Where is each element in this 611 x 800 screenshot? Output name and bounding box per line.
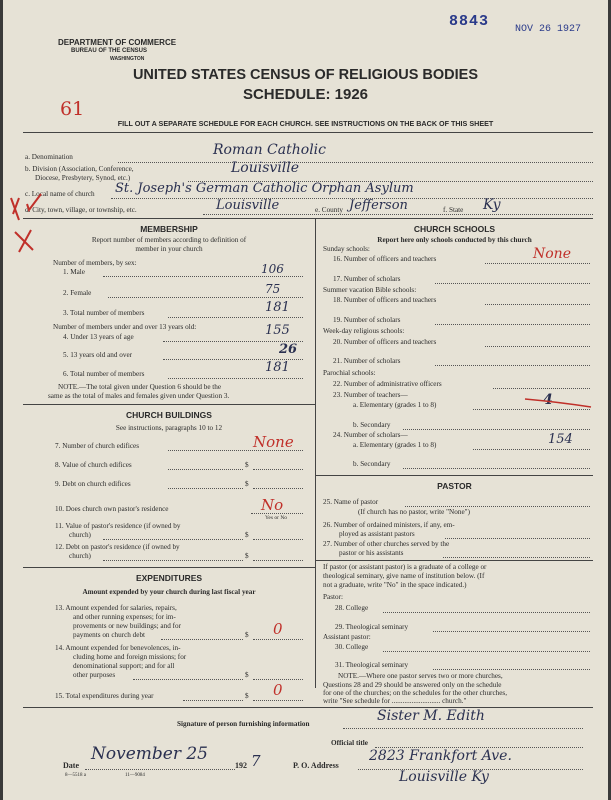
state-label: f. State — [443, 206, 464, 214]
form-number: 8—5518 a — [65, 773, 86, 778]
q25-hint: (If church has no pastor, write "None") — [358, 508, 470, 516]
membership-bottom-rule — [23, 404, 315, 405]
signature-label: Signature of person furnishing information — [177, 720, 310, 728]
schools-bottom-rule — [316, 475, 593, 476]
age-heading: Number of members under and over 13 years old: — [53, 323, 197, 331]
q23b-label: b. Secondary — [353, 421, 391, 429]
q16-line — [485, 263, 590, 264]
q26-line — [445, 538, 590, 539]
pastor-sublabel: Pastor: — [323, 593, 343, 601]
q23-label: 23. Number of teachers— — [333, 391, 408, 399]
q21-line — [435, 365, 590, 366]
q24a-label: a. Elementary (grades 1 to 8) — [353, 441, 437, 449]
q27-label: 27. Number of other churches served by the — [323, 540, 450, 548]
date-line — [85, 769, 235, 770]
q24a-line — [473, 449, 590, 450]
expenditures-heading: EXPENDITURES — [135, 573, 203, 583]
q22-line — [493, 388, 590, 389]
stamp-date: NOV 26 1927 — [515, 24, 582, 35]
q12-dollar: $ — [245, 552, 249, 560]
signature-value: Sister M. Edith — [377, 708, 485, 724]
q23b-line — [403, 429, 590, 430]
q8-label: 8. Value of church edifices — [55, 461, 132, 469]
q14-dollar: $ — [245, 671, 249, 679]
q30-label: 30. College — [335, 643, 369, 651]
q26-label-2: ployed as assistant pastors — [339, 530, 415, 538]
graduate-note-3: not a graduate, write "No" in the space indicated.) — [323, 581, 467, 589]
q30-line — [383, 651, 590, 652]
q15-line — [183, 700, 243, 701]
q7-value: None — [253, 433, 294, 451]
q14-label: 14. Amount expended for benevolences, in- — [55, 644, 181, 652]
po-address-value-2: Louisville Ky — [399, 769, 489, 785]
form-title: UNITED STATES CENSUS OF RELIGIOUS BODIES — [132, 67, 479, 83]
q3-value: 181 — [265, 300, 290, 315]
census-schedule-sheet — [3, 0, 608, 800]
q4-value: 155 — [265, 323, 290, 338]
sunday-schools-label: Sunday schools: — [323, 245, 370, 253]
q3-label: 3. Total number of members — [63, 309, 145, 317]
instruction-line: FILL OUT A SEPARATE SCHEDULE FOR EACH CHURCH. SEE INSTRUCTIONS ON THE BACK OF THIS SHEET — [117, 119, 494, 128]
membership-note-2: same as the total of males and females given under Question 3. — [48, 392, 230, 400]
membership-intro-1: Report number of members according to definition of — [91, 236, 247, 244]
q4-label: 4. Under 13 years of age — [63, 333, 134, 341]
q1-label: 1. Male — [63, 268, 85, 276]
official-title-label: Official title — [331, 739, 368, 747]
po-address-label: P. O. Address — [293, 761, 339, 770]
q22-label: 22. Number of administrative officers — [333, 380, 442, 388]
church-name-label: c. Local name of church — [25, 190, 95, 198]
year-value: 7 — [251, 752, 261, 770]
q11-line — [103, 539, 243, 540]
schools-sub: Report here only schools conducted by this church — [377, 236, 532, 244]
q11-label: 11. Value of pastor's residence (if owned by — [55, 522, 181, 530]
schedule-title: SCHEDULE: 1926 — [242, 86, 369, 103]
city-value: Louisville — [216, 198, 280, 213]
q3-line — [168, 317, 303, 318]
q27-line — [443, 557, 590, 558]
q23a-label: a. Elementary (grades 1 to 8) — [353, 401, 437, 409]
q5-label: 5. 13 years old and over — [63, 351, 133, 359]
q8-dollar: $ — [245, 461, 249, 469]
q13-dollar: $ — [245, 631, 249, 639]
q8-amount-line — [253, 469, 303, 470]
q15-dollar: $ — [245, 692, 249, 700]
state-value: Ky — [483, 197, 501, 213]
parochial-schools-label: Parochial schools: — [323, 369, 376, 377]
q13-amount-line — [253, 639, 303, 640]
q14-label-2: cluding home and foreign missions; for — [73, 653, 187, 661]
q21-label: 21. Number of scholars — [333, 357, 401, 365]
q17-line — [435, 283, 590, 284]
q27-label-2: pastor or his assistants — [339, 549, 404, 557]
q14-label-3: denominational support; and for all — [73, 662, 175, 670]
q7-label: 7. Number of church edifices — [55, 442, 140, 450]
q8-line — [168, 469, 243, 470]
q11-amount-line — [253, 539, 303, 540]
city-line — [203, 214, 593, 215]
stamp-number: 8843 — [449, 13, 490, 30]
q19-line — [435, 324, 590, 325]
assistant-sublabel: Assistant pastor: — [323, 633, 371, 641]
pastor-mid-rule — [316, 560, 593, 561]
department-label: DEPARTMENT OF COMMERCE — [58, 38, 177, 47]
footer-top-rule — [23, 707, 593, 708]
q29-line — [433, 631, 590, 632]
q11-dollar: $ — [245, 531, 249, 539]
section-top-rule — [23, 218, 593, 219]
summer-schools-label: Summer vacation Bible schools: — [323, 286, 417, 294]
bureau-label: BUREAU OF THE CENSUS — [71, 48, 148, 54]
members-by-sex-label: Number of members, by sex: — [53, 259, 137, 267]
q24b-label: b. Secondary — [353, 460, 391, 468]
weekday-schools-label: Week-day religious schools: — [323, 327, 405, 335]
margin-number: 61 — [60, 98, 85, 120]
year-prefix: 192 — [235, 761, 247, 770]
denomination-label: a. Denomination — [25, 153, 73, 161]
schools-heading: CHURCH SCHOOLS — [413, 224, 496, 234]
q20-label: 20. Number of officers and teachers — [333, 338, 437, 346]
q17-label: 17. Number of scholars — [333, 275, 401, 283]
pastor-note-3: for one of the churches; on the schedules for the other churches, — [323, 689, 508, 697]
denomination-value: Roman Catholic — [213, 142, 326, 158]
q15-label: 15. Total expenditures during year — [55, 692, 154, 700]
column-divider — [315, 218, 316, 688]
date-value: November 25 — [91, 744, 208, 764]
q16-value: None — [533, 246, 571, 262]
graduate-note-1: If pastor (or assistant pastor) is a graduate of a college or — [323, 563, 487, 571]
pastor-note-1: NOTE.—Where one pastor serves two or more churches, — [338, 672, 503, 680]
signature-line — [343, 728, 583, 729]
form-number-2: 11—9084 — [125, 773, 145, 778]
membership-note-1: NOTE.—The total given under Question 6 should be the — [58, 383, 222, 391]
membership-heading: MEMBERSHIP — [140, 224, 198, 234]
q19-label: 19. Number of scholars — [333, 316, 401, 324]
q29-label: 29. Theological seminary — [335, 623, 409, 631]
q18-label: 18. Number of officers and teachers — [333, 296, 437, 304]
q15-amount-line — [253, 700, 303, 701]
pastor-note-4: write "See schedule for ........................... church." — [323, 697, 467, 705]
q24a-value: 154 — [548, 432, 573, 447]
q10-hint: Yes or No — [265, 515, 288, 521]
q6-value: 181 — [265, 360, 290, 375]
q5-value: 26 — [279, 342, 298, 357]
city-field-label: d. City, town, village, or township, etc. — [25, 206, 137, 214]
q12-amount-line — [253, 560, 303, 561]
denomination-line — [118, 162, 593, 163]
buildings-heading: CHURCH BUILDINGS — [126, 410, 212, 420]
q18-line — [485, 304, 590, 305]
q28-line — [383, 612, 590, 613]
q14-amount-line — [253, 679, 303, 680]
q13-label-2: and other running expenses; for im- — [73, 613, 176, 621]
q24-label: 24. Number of scholars— — [333, 431, 408, 439]
division-value: Louisville — [231, 160, 300, 176]
division-label-2: Diocese, Presbytery, Synod, etc.) — [35, 174, 131, 182]
q12-label: 12. Debt on pastor's residence (if owned by — [55, 543, 180, 551]
pastor-note-2: Questions 28 and 29 should be answered only on the schedule — [323, 681, 502, 689]
q1-value: 106 — [261, 262, 284, 276]
q23a-value: 4 — [543, 392, 553, 408]
po-address-value-1: 2823 Frankfort Ave. — [369, 748, 512, 764]
q9-label: 9. Debt on church edifices — [55, 480, 131, 488]
buildings-sub: See instructions, paragraphs 10 to 12 — [115, 424, 223, 432]
q2-value: 75 — [265, 282, 281, 296]
q28-label: 28. College — [335, 604, 369, 612]
q20-line — [485, 346, 590, 347]
q25-line — [405, 506, 590, 507]
q16-label: 16. Number of officers and teachers — [333, 255, 437, 263]
q24b-line — [403, 468, 590, 469]
q2-label: 2. Female — [63, 289, 92, 297]
q13-label-3: provements or new buildings; and for — [73, 622, 181, 630]
q13-line — [161, 639, 243, 640]
q6-label: 6. Total number of members — [63, 370, 145, 378]
red-tick-23 — [523, 396, 593, 410]
pastor-heading: PASTOR — [437, 481, 472, 491]
header-rule — [23, 132, 593, 133]
q10-label: 10. Does church own pastor's residence — [55, 505, 169, 513]
q12-label-2: church) — [69, 552, 91, 560]
q9-dollar: $ — [245, 480, 249, 488]
q26-label: 26. Number of ordained ministers, if any, em- — [323, 521, 455, 529]
q9-line — [168, 488, 243, 489]
q14-label-4: other purposes — [73, 671, 116, 679]
q9-amount-line — [253, 488, 303, 489]
q10-value: No — [261, 496, 284, 514]
city-label: WASHINGTON — [110, 56, 145, 62]
q14-line — [133, 679, 243, 680]
q13-value: 0 — [273, 620, 283, 638]
q1-line — [103, 276, 303, 277]
division-label: b. Division (Association, Conference, — [25, 165, 134, 173]
church-name-value: St. Joseph's German Catholic Orphan Asylum — [115, 181, 414, 196]
county-value: Jefferson — [349, 198, 408, 213]
expenditures-sub: Amount expended by your church during last fiscal year — [82, 588, 256, 596]
buildings-bottom-rule — [23, 567, 315, 568]
graduate-note-2: theological seminary, give name of institution below. (If — [323, 572, 485, 580]
q25-label: 25. Name of pastor — [323, 498, 379, 506]
q12-line — [103, 560, 243, 561]
q15-value: 0 — [273, 681, 283, 699]
q13-label: 13. Amount expended for salaries, repairs, — [55, 604, 177, 612]
q31-label: 31. Theological seminary — [335, 661, 409, 669]
date-label: Date — [63, 761, 79, 770]
q2-line — [108, 297, 303, 298]
q11-label-2: church) — [69, 531, 91, 539]
q31-line — [433, 669, 590, 670]
q6-line — [168, 378, 303, 379]
county-label: e. County — [315, 206, 343, 214]
membership-intro-2: member in your church — [135, 245, 203, 253]
q13-label-4: payments on church debt — [73, 631, 146, 639]
